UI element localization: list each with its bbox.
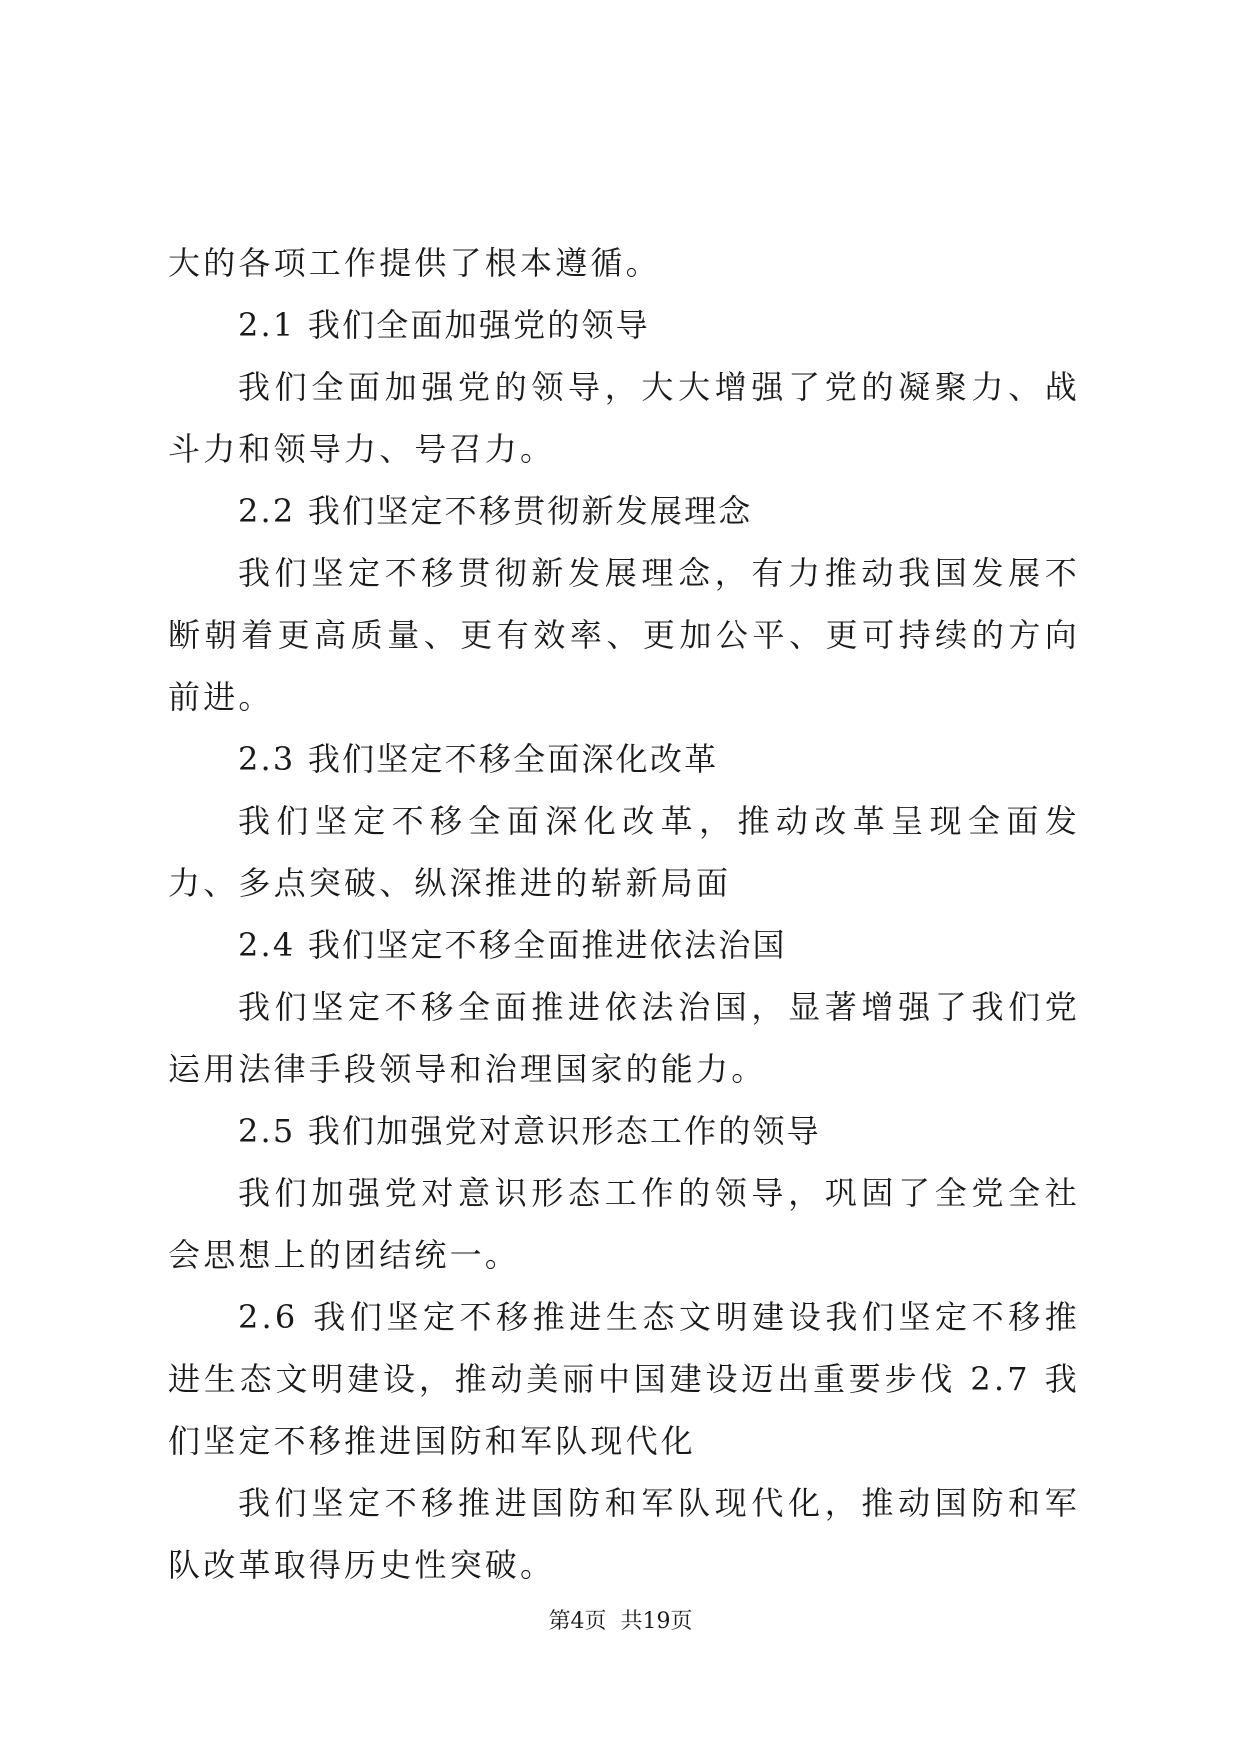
paragraph: 我们全面加强党的领导，大大增强了党的凝聚力、战斗力和领导力、号召力。 — [168, 368, 1080, 468]
paragraph: 我们坚定不移全面深化改革，推动改革呈现全面发力、多点突破、纵深推进的崭新局面 — [168, 802, 1080, 902]
paragraph-continuation: 大的各项工作提供了根本遵循。 — [168, 244, 661, 282]
footer-suffix: 页 — [670, 1609, 693, 1634]
paragraph: 我们坚定不移推进国防和军队现代化，推动国防和军队改革取得历史性突破。 — [168, 1484, 1080, 1584]
footer-prefix: 第 — [548, 1609, 571, 1634]
section-heading-2-1: 2.1 我们全面加强党的领导 — [238, 306, 650, 344]
footer-total-pages: 19 — [642, 1609, 671, 1634]
section-heading-2-2: 2.2 我们坚定不移贯彻新发展理念 — [238, 492, 753, 530]
section-heading-2-3: 2.3 我们坚定不移全面深化改革 — [238, 740, 719, 778]
paragraph: 我们坚定不移贯彻新发展理念，有力推动我国发展不断朝着更高质量、更有效率、更加公平、更可持续的方向前进。 — [168, 554, 1080, 716]
paragraph: 我们加强党对意识形态工作的领导，巩固了全党全社会思想上的团结统一。 — [168, 1174, 1080, 1274]
section-heading-2-5: 2.5 我们加强党对意识形态工作的领导 — [238, 1112, 821, 1150]
section-heading-2-4: 2.4 我们坚定不移全面推进依法治国 — [238, 926, 787, 964]
paragraph-merged-2-6-2-7: 2.6 我们坚定不移推进生态文明建设我们坚定不移推进生态文明建设，推动美丽中国建设迈出重要步伐 2.7 我们坚定不移推进国防和军队现代化 — [168, 1298, 1080, 1460]
document-body — [168, 232, 1080, 1596]
footer-mid: 页 共 — [584, 1609, 643, 1634]
page-footer — [0, 1607, 1241, 1637]
paragraph: 我们坚定不移全面推进依法治国，显著增强了我们党运用法律手段领导和治理国家的能力。 — [168, 988, 1080, 1088]
footer-page-number: 4 — [570, 1609, 585, 1634]
